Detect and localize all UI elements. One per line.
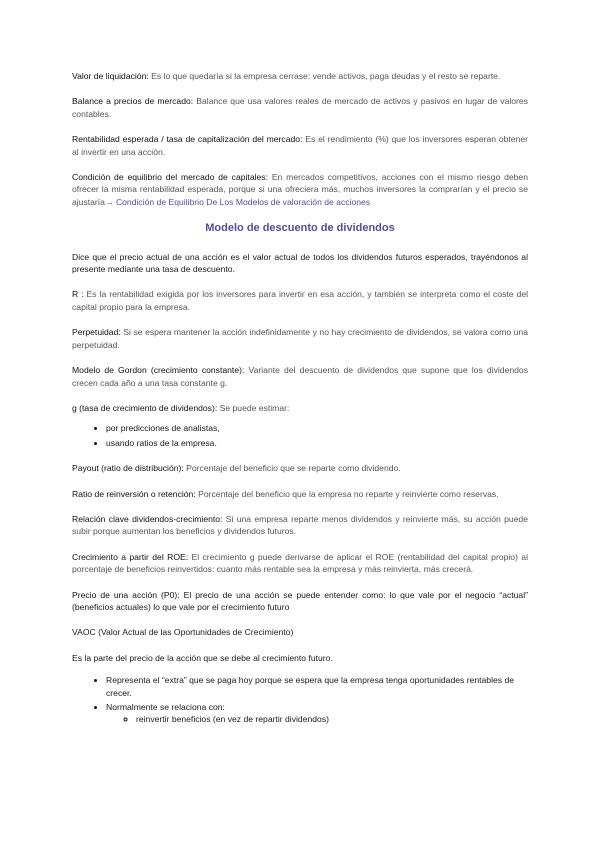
definition-precio-accion	[72, 589, 528, 614]
term: Precio de una acción (P0):	[72, 589, 180, 600]
section-heading: Modelo de descuento de dividendos	[205, 222, 395, 235]
definition-valor-liquidacion	[72, 70, 528, 82]
term: Perpetuidad:	[72, 327, 121, 338]
term: Valor de liquidación:	[72, 71, 149, 81]
term: Rentabilidad esperada / tasa de capitalización del mercado:	[72, 134, 303, 145]
definition-crecimiento-roe	[72, 551, 528, 576]
definition: Porcentaje del beneficio que se reparte como dividendo.	[183, 463, 401, 474]
term: Payout (ratio de distribución):	[72, 463, 184, 474]
definition-g	[72, 402, 528, 414]
vaoc-text: Es la parte del precio de la acción que se debe al crecimiento futuro.	[72, 652, 333, 663]
vaoc-list	[72, 674, 528, 726]
definition: Balance que usa valores reales de mercado de activos y pasivos en lugar de valores contables.	[72, 96, 528, 119]
list-item: • usando ratios de la empresa.	[106, 437, 528, 449]
definition: Es lo que quedaría si la empresa cerrase: vende activos, paga deudas y el resto se reparte.	[148, 71, 501, 81]
term: Relación clave dividendos-crecimiento:	[72, 513, 223, 524]
definition-payout	[72, 462, 528, 474]
document-page	[72, 70, 528, 739]
definition-rentabilidad-esperada	[72, 133, 528, 158]
term: Crecimiento a partir del ROE:	[72, 551, 189, 562]
vaoc-title: VAOC (Valor Actual de las Oportunidades de Crecimiento)	[72, 627, 294, 638]
definition: En mercados competitivos, acciones con el mismo riesgo deben ofrecer la misma rentabilidad esperada, porque si una ofreciera más, muchos inversores la comprarían y el precio se ajustaría	[72, 172, 528, 207]
definition: El precio de una acción se puede entender como: lo que vale por el negocio “actual” (beneficios actuales) lo que vale por el crecimiento futuro	[72, 589, 528, 612]
list-item	[106, 701, 528, 726]
definition-condicion-equilibrio	[72, 171, 528, 208]
list-item: • Representa el “extra” que se paga hoy porque se espera que la empresa tenga oportunidades rentables de crecer.	[106, 674, 528, 699]
intro-paragraph: Dice que el precio actual de una acción es el valor actual de todos los dividendos futuros esperados, trayéndonos al presente mediante una tasa de descuento.	[72, 251, 528, 275]
definition-r	[72, 288, 528, 313]
definition: El crecimiento g puede derivarse de aplicar el ROE (rentabilidad del capital propio) al porcentaje de beneficios reinvertidos: cuanto más rentable sea la empresa y más reinvierta, más crecerá.	[72, 551, 528, 575]
list-item: ◦ reinvertir beneficios (en vez de repartir dividendos)	[136, 713, 528, 725]
definition: Si se espera mantener la acción indefinidamente y no hay crecimiento de dividendos, se valora como una perpetuidad.	[72, 327, 528, 350]
definition-relacion-clave	[72, 513, 528, 538]
list-item: • por predicciones de analistas,	[106, 422, 528, 434]
definition-ratio-reinversion	[72, 488, 528, 500]
term: R :	[72, 289, 84, 300]
term: g (tasa de crecimiento de dividendos):	[72, 402, 218, 413]
term: Ratio de reinversión o retención:	[72, 488, 196, 499]
definition: Variante del descuento de dividendos que supone que los dividendos crecen cada año a una tasa constante g.	[72, 365, 529, 388]
definition-perpetuidad	[72, 326, 528, 351]
equilibrium-link[interactable]: → Condición de Equilibrio De Los Modelos de valoración de acciones	[104, 196, 371, 207]
definition: Es la rentabilidad exigida por los inversores para invertir en esa acción, y también se interpreta como el coste del capital propio para la empresa.	[72, 289, 529, 312]
definition: Porcentaje del beneficio que la empresa no reparte y reinvierte como reservas.	[195, 488, 499, 499]
list-item-text: Normalmente se relaciona con:	[106, 702, 225, 712]
definition-modelo-gordon	[72, 364, 528, 389]
definition: Si una empresa reparte menos dividendos y reinvierte más, su acción puede subir porque aumentan los beneficios y dividendos futuros.	[72, 513, 528, 537]
definition: Es el rendimiento (%) que los inversores esperan obtener al invertir en una acción.	[72, 134, 528, 157]
definition: Se puede estimar:	[217, 402, 290, 413]
term: Modelo de Gordon (crecimiento constante):	[72, 365, 245, 376]
term: Balance a precios de mercado:	[72, 96, 194, 107]
term: Condición de equilibrio del mercado de capitales:	[72, 172, 268, 183]
definition-balance-mercado	[72, 95, 528, 120]
g-estimation-list	[72, 422, 528, 449]
vaoc-sub-list	[106, 713, 528, 725]
